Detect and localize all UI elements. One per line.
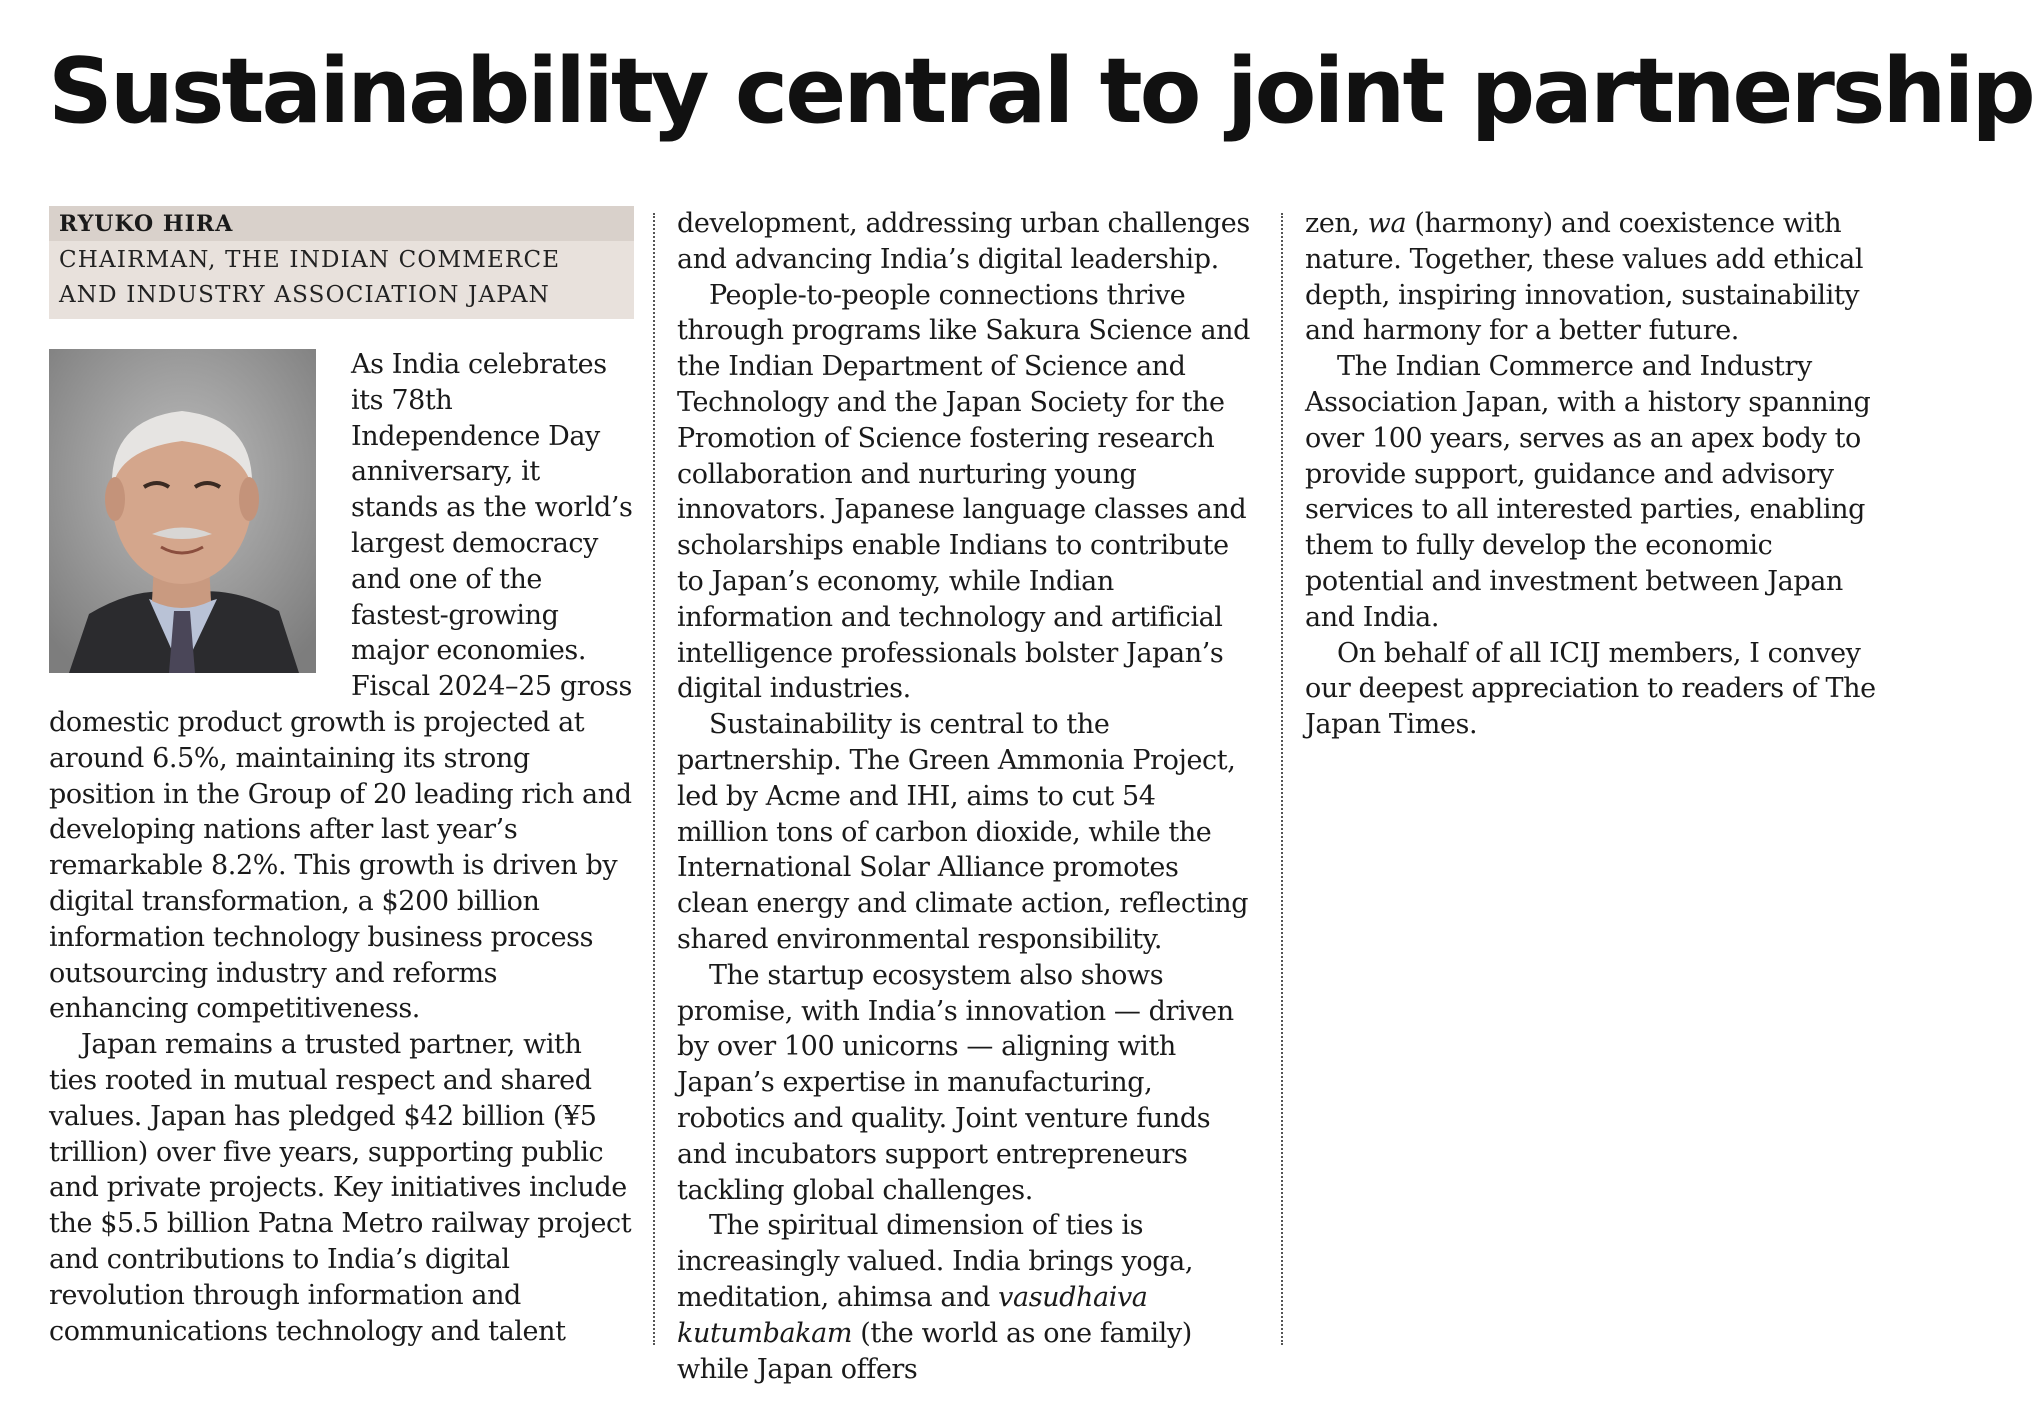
article-column-3 — [1305, 206, 1880, 1356]
article-paragraph: Japan remains a trusted partner, with ties rooted in mutual respect and shared values. Japan has pledged $42 billion (¥5 trillion) over five years, supporting public and private projects. Key initiatives include the $5.5 billion Patna Metro railway project and contributions to India’s digital revolution through information and communications technology and talent — [49, 1029, 632, 1347]
author-photo — [49, 349, 316, 673]
italic-term: wa — [1367, 208, 1407, 239]
text-run: (the world as one family) while Japan offers — [677, 1317, 1192, 1385]
text-run: zen, — [1305, 208, 1368, 239]
article-column-1 — [49, 206, 634, 1356]
byline-box — [49, 206, 634, 319]
article-paragraph: People-to-people connections thrive through programs like Sakura Science and the Indian Department of Science and Technology and the Japan Society for the Promotion of Science fostering research collaboration and nurturing young innovators. Japanese language classes and scholarships enable Indians to contribute to Japan’s economy, while Indian information and technology and artificial intelligence professionals bolster Japan’s digital industries. — [677, 279, 1251, 705]
column-divider — [653, 213, 655, 1345]
article-paragraph: Sustainability is central to the partnership. The Green Ammonia Project, led by Acme and IHI, aims to cut 54 million tons of carbon dioxide, while the International Solar Alliance promotes clean energy and climate action, reflecting shared environmental responsibility. — [677, 709, 1249, 955]
article-column-2 — [677, 206, 1252, 1385]
article-paragraph: The Indian Commerce and Industry Association Japan, with a history spanning over 100 years, serves as an apex body to provide support, guidance and advisory services to all interested parties, enabling them to fully develop the economic potential and investment between Japan and India. — [1305, 351, 1871, 633]
author-name: RYUKO HIRA — [49, 206, 634, 241]
column-divider — [1281, 213, 1283, 1345]
text-run: (harmony) and coexistence with nature. Together, these values add ethical depth, inspiring innovation, sustainability and harmony for a better future. — [1305, 208, 1864, 347]
headline: Sustainability central to joint partnership — [48, 39, 2033, 144]
italic-term: vasudhaiva kutumbakam — [677, 1281, 1148, 1349]
author-portrait-image — [49, 349, 316, 673]
article-paragraph-continued — [1305, 206, 1880, 349]
author-title: CHAIRMAN, THE INDIAN COMMERCE AND INDUSTRY ASSOCIATION JAPAN — [59, 247, 561, 308]
article-paragraph-continued: development, addressing urban challenges and advancing India’s digital leadership. — [677, 208, 1250, 275]
article-paragraph: As India celebrates its 78th Independence Day anniversary, it stands as the world’s largest democracy and one of the fastest-growing major economies. Fiscal 2024–25 gross domestic product growth is projected at around 6.5%, maintaining its strong position in the Group of 20 leading rich and developing nations after last year’s remarkable 8.2%. This growth is driven by digital transformation, a $200 billion information technology business process outsourcing industry and reforms enhancing competitiveness. — [49, 349, 633, 1025]
article-paragraph: On behalf of all ICIJ members, I convey our deepest appreciation to readers of The Japan Times. — [1305, 637, 1876, 741]
article-paragraph — [677, 1208, 1252, 1387]
text-run: The spiritual dimension of ties is increasingly valued. India brings yoga, meditation, ahimsa and — [677, 1210, 1194, 1313]
article-paragraph: The startup ecosystem also shows promise, with India’s innovation — driven by over 100 unicorns — aligning with Japan’s expertise in manufacturing, robotics and quality. Joint venture funds and incubators support entrepreneurs tackling global challenges. — [677, 959, 1234, 1206]
